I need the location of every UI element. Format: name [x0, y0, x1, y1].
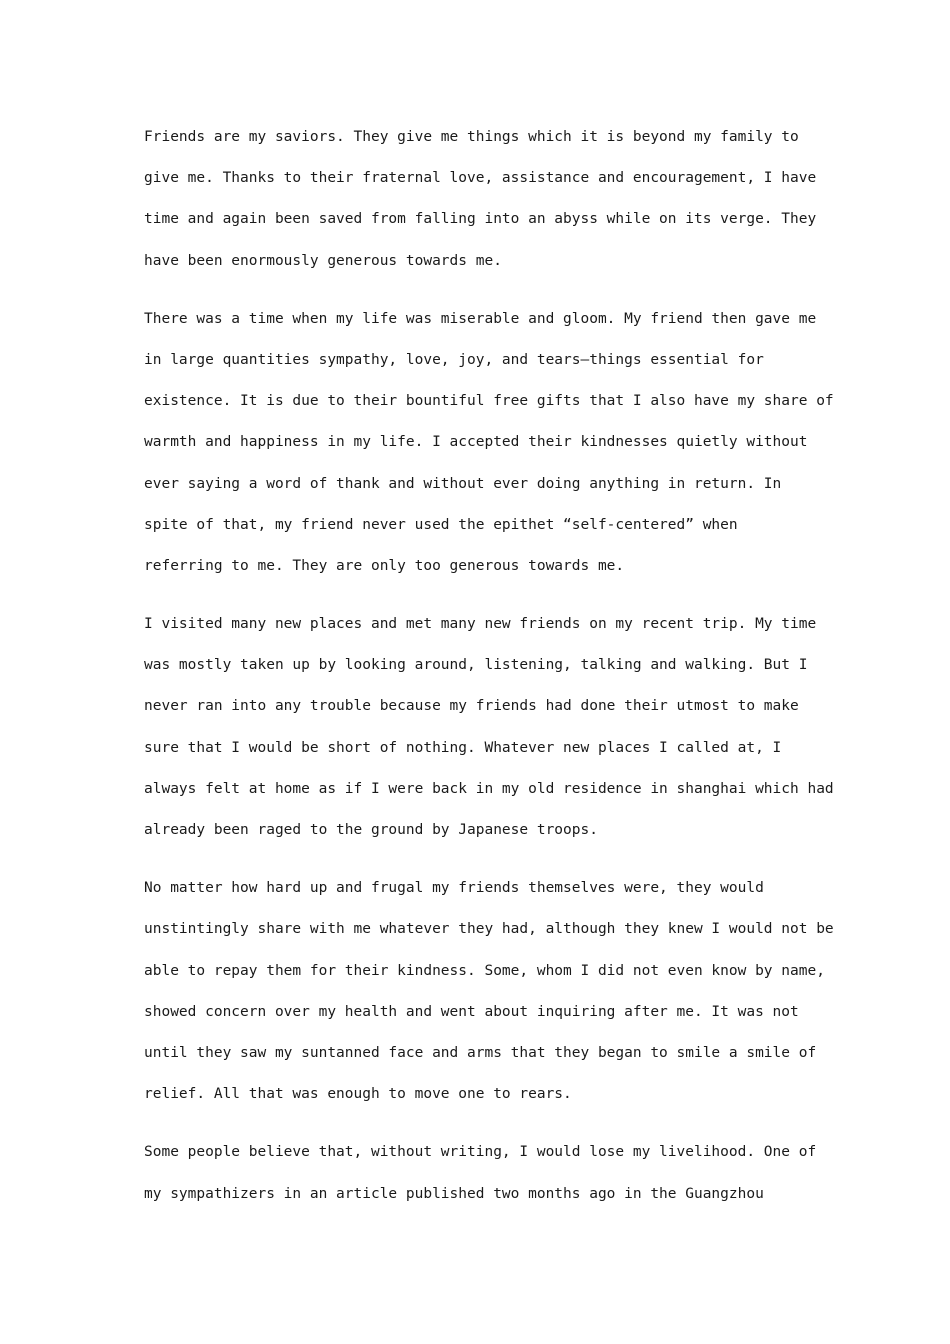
- text-line: was mostly taken up by looking around, listening, talking and walking. But I: [144, 657, 808, 674]
- paragraph-recent-trip: [144, 604, 834, 851]
- paragraph-frugal-friends: [144, 868, 834, 1115]
- text-line: spite of that, my friend never used the epithet “self-centered” when: [144, 516, 738, 533]
- text-line: always felt at home as if I were back in my old residence in shanghai which had: [144, 780, 834, 797]
- text-line: have been enormously generous towards me.: [144, 252, 502, 269]
- paragraph-miserable-time: [144, 299, 834, 587]
- paragraph-livelihood: [144, 1132, 824, 1214]
- text-line: sure that I would be short of nothing. Whatever new places I called at, I: [144, 739, 782, 756]
- text-line: Friends are my saviors. They give me things which it is beyond my family to: [144, 129, 799, 145]
- text-line: Some people believe that, without writing, I would lose my livelihood. One of: [144, 1144, 817, 1161]
- text-line: unstintingly share with me whatever they had, although they knew I would not be: [144, 921, 834, 938]
- text-line: ever saying a word of thank and without ever doing anything in return. In: [144, 475, 782, 492]
- text-line: until they saw my suntanned face and arms that they began to smile a smile of: [144, 1044, 817, 1061]
- text-line: able to repay them for their kindness. Some, whom I did not even know by name,: [144, 962, 825, 979]
- text-line: my sympathizers in an article published two months ago in the Guangzhou: [144, 1185, 764, 1202]
- document-body: [144, 117, 834, 1232]
- text-line: in large quantities sympathy, love, joy, and tears—things essential for: [144, 351, 764, 368]
- text-line: I visited many new places and met many new friends on my recent trip. My time: [144, 616, 817, 633]
- text-line: never ran into any trouble because my friends had done their utmost to make: [144, 698, 799, 715]
- text-line: time and again been saved from falling into an abyss while on its verge. They: [144, 211, 817, 228]
- text-line: There was a time when my life was miserable and gloom. My friend then gave me: [144, 310, 817, 327]
- text-line: give me. Thanks to their fraternal love, assistance and encouragement, I have: [144, 170, 817, 187]
- text-line: referring to me. They are only too generous towards me.: [144, 557, 625, 574]
- text-line: showed concern over my health and went about inquiring after me. It was not: [144, 1003, 799, 1020]
- text-line: already been raged to the ground by Japanese troops.: [144, 822, 598, 838]
- paragraph-friends-are-saviors: [144, 117, 824, 282]
- text-line: No matter how hard up and frugal my friends themselves were, they would: [144, 880, 764, 897]
- text-line: relief. All that was enough to move one to rears.: [144, 1086, 572, 1103]
- text-line: warmth and happiness in my life. I accepted their kindnesses quietly without: [144, 434, 808, 451]
- text-line: existence. It is due to their bountiful free gifts that I also have my share of: [144, 393, 834, 410]
